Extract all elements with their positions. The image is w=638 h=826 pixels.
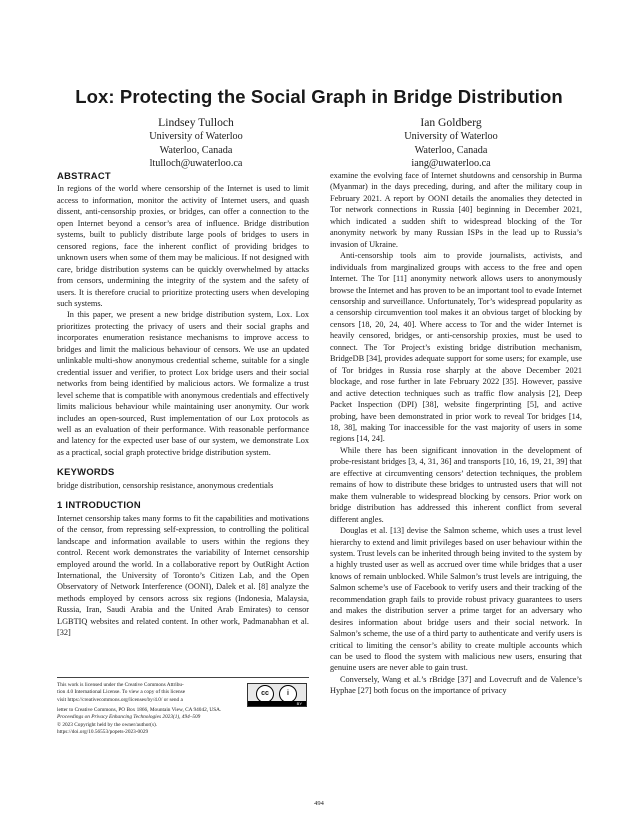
author-affiliation: University of Waterloo: [404, 131, 498, 142]
author-block-1: [86, 115, 306, 171]
body-paragraph: examine the evolving face of Internet shutdowns and censorship in Burma (Myanmar) in the days preceding, during, and after the military coup in February 2021. A report by OONI details the anomalies they detected in Tor network connections in Russia [40] beginning in December 2021, which indicated a sudden shift to widespread blocking of the Tor anonymity network by many Russian ISPs in the lead up to Russia’s invasion of Ukraine.: [330, 171, 582, 249]
page-number: 494: [314, 800, 324, 807]
paper-title: Lox: Protecting the Social Graph in Bridge Distribution: [75, 86, 563, 107]
abstract-paragraph: In regions of the world where censorship of the Internet is used to limit access to information, monitor the activity of Internet users, and quash dissent, anti-censorship proxies, or bridges, can offer a connection to the open Internet beyond a censor’s area of influence. Bridge distribution systems, built to publicly distribute large pools of bridges to users in censored regions, face the inherent conflict of providing bridges to unknown users when some of them may be malicious. If not designed with care, bridge distribution systems can be quickly overwhelmed by attacks from censors, undermining the integrity of the system and the safety of users. It is therefore crucial to prioritize protecting users when developing such systems.: [57, 184, 309, 308]
license-text: This work is licensed under the Creative Commons Attribu- tion 4.0 International License. To view a copy of this license visit https://creativecommons.org/licenses/by/4.0/ or send a: [57, 682, 186, 703]
left-column: [57, 170, 309, 639]
by-label: BY: [248, 701, 306, 706]
keywords-text: bridge distribution, censorship resistance, anonymous credentials: [57, 480, 274, 490]
doi-link[interactable]: https://doi.org/10.56553/popets-2023-0029: [57, 728, 149, 735]
body-paragraph: Conversely, Wang et al.’s rBridge [37] and Lovecruft and de Valence’s Hyphae [27] both focus on the importance of privacy: [330, 674, 582, 696]
creative-commons-icon: cc: [256, 685, 274, 703]
right-column: [330, 170, 582, 697]
author-email: iang@uwaterloo.ca: [411, 158, 491, 169]
author-location: Waterloo, Canada: [414, 144, 488, 156]
footnote-divider: [57, 677, 309, 678]
introduction-paragraph: Internet censorship takes many forms to fit the capabilities and motivations of the censor, from repressing self-expression, to controlling the political landscape and information available to users within the regions they control. Recent work demonstrates the variability of Internet censorship employed around the world. In a collaborative report by OutRight Action International, the University of Toronto’s Citizen Lab, and the Open Observatory of Network Interference (OONI), Dalek et al. [8] analyze the methods employed by censors across six regions (Indonesia, Malaysia, Russia, Iran, Saudi Arabia and the United Arab Emirates) to censor LGBTIQ websites and related content. In other work, Padmanabhan et al. [32]: [57, 513, 309, 638]
body-paragraph: Anti-censorship tools aim to provide journalists, activists, and individuals from marginalized groups with access to the free and open Internet. The Tor [11] anonymity network allows users to anonymously browse the Internet and has proven to be an important tool to evade Internet censorship and surveillance. Unfortunately, Tor’s widespread popularity as a censorship circumvention tool makes it an obvious target of blocking by censors [18, 20, 24, 40]. Where access to Tor and the wider Internet is heavily censored, bridges, or anti-censorship proxies, must be used to connect. The Tor Project’s existing bridge distribution mechanism, BridgeDB [34], provides adequate support for some users; for example, use of Tor bridges in Russia rose sharply at the above December 2021 blockage, and rose further in late February 2022 [35]. However, passive and active detection techniques such as traffic flow analysis [2], Deep Packet Inspection (DPI) [38], website fingerprinting [5], and active probing, have been demonstrated in prior work to reveal Tor bridges [14, 18, 38], making Tor inaccessible for the vast majority of users in some regions [14, 24].: [330, 251, 582, 444]
abstract-heading: ABSTRACT: [57, 170, 111, 181]
introduction-heading: 1 INTRODUCTION: [57, 499, 141, 511]
proceedings-line: Proceedings on Privacy Enhancing Technologies 2023(1), 494–509: [57, 714, 201, 721]
author-location: Waterloo, Canada: [159, 144, 233, 156]
attribution-person-icon: i: [279, 685, 297, 703]
copyright-line: © 2023 Copyright held by the owner/author(s).: [57, 721, 158, 728]
body-paragraph: While there has been significant innovation in the development of probe-resistant bridges [3, 4, 31, 36] and transports [10, 16, 19, 21, 39] that are effective at circumventing censors’ detection techniques, the problem remains of how to distribute these bridges to untrusted users that will not make them vulnerable to widespread blocking by censors. Prior work on bridge distribution has addressed this inherent conflict from several different angles.: [330, 445, 582, 524]
author-email: ltulloch@uwaterloo.ca: [149, 158, 243, 169]
license-address: letter to Creative Commons, PO Box 1866, Mountain View, CA 94042, USA.: [57, 707, 222, 713]
keywords-heading: KEYWORDS: [57, 466, 115, 478]
body-paragraph: Douglas et al. [13] devise the Salmon scheme, which uses a trust level hierarchy to extend and limit privileges based on user behaviour within the system. Trust levels can be inherited through being invited to the system by a highly trusted user as well as accrued over time while bridges that a user knows of remain unblocked. While Salmon’s trust levels are intriguing, the Salmon scheme’s use of Facebook to verify users and their tracking of the recommendation graph fails to provide robust privacy guarantees to users and makes the distribution server a prime target for an adversary who desires information about bridge users and their social network. In Salmon’s scheme, the use of a third party to authenticate and verify users is critical to limiting the censor’s ability to create multiple accounts which can be used to flood the system with malicious new users, ensuring that genuine users are never able to gain trust.: [330, 526, 582, 673]
license-footnote: [57, 677, 309, 736]
cc-by-license-icon: [247, 683, 307, 707]
author-block-2: [341, 115, 561, 171]
author-name: Ian Goldberg: [420, 116, 482, 129]
author-name: Lindsey Tulloch: [158, 116, 234, 129]
abstract-paragraph: In this paper, we present a new bridge distribution system, Lox. Lox prioritizes protecting the privacy of users and their social graphs and incorporates enumeration resistance mechanisms to improve access to bridges and limit the malicious behaviour of censors. We use an updated unlinkable multi-show anonymous credential scheme, suitable for a single credential issuer and verifier, to protect Lox bridge users and their social networks from being identified by malicious actors. We formalize a trust level scheme that is compatible with anonymous credentials and effectively limits malicious behaviour while maintaining user anonymity. Our work includes an open-sourced, Rust implementation of our Lox protocols as well as an evaluation of their performance. With reasonable performance and latency for the expected user base of our system, we demonstrate Lox as a practical, social graph protective bridge distribution system.: [57, 310, 309, 457]
author-affiliation: University of Waterloo: [149, 131, 243, 142]
